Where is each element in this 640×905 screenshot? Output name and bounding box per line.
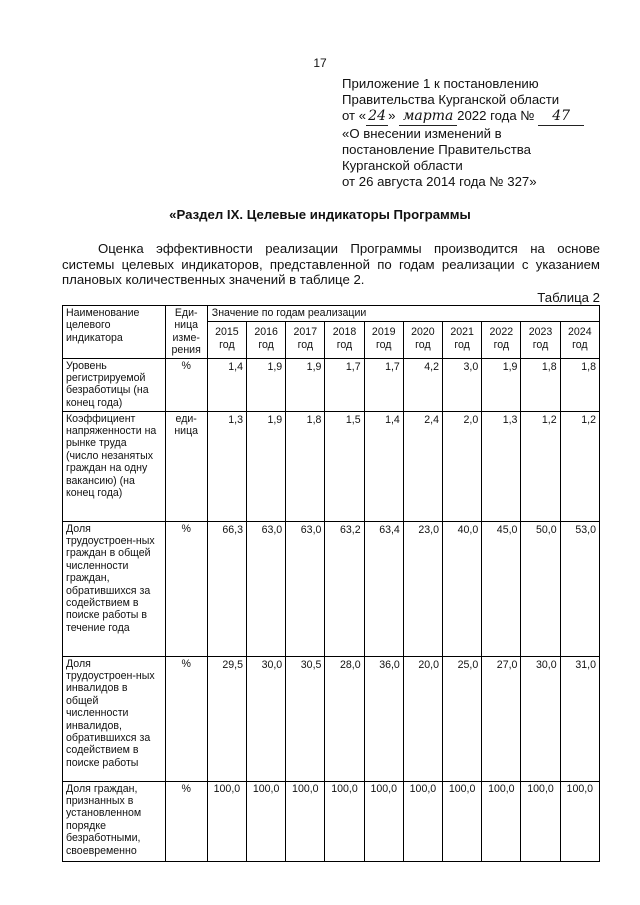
value-cell: 1,8 (286, 411, 325, 521)
year-cell: 2024 год (560, 322, 599, 358)
indicator-name: Уровень регистрируемой безработицы (на конец года) (63, 358, 166, 411)
value-cell: 30,0 (247, 656, 286, 781)
appendix-line-3 (342, 108, 612, 125)
table-row (63, 521, 600, 656)
indicator-name: Доля трудоустроен-ных инвалидов в общей численности инвалидов, обратившихся за содействием в поиске работы (63, 656, 166, 781)
indicators-table (62, 305, 600, 862)
indicator-unit: % (165, 781, 207, 861)
value-cell: 1,9 (286, 358, 325, 411)
indicator-name: Доля граждан, признанных в установленном порядке безработными, своевременно (63, 781, 166, 861)
value-cell: 4,2 (403, 358, 442, 411)
value-cell: 1,9 (247, 358, 286, 411)
appendix-line-4: «О внесении изменений в (342, 125, 502, 141)
year-cell: 2016 год (247, 322, 286, 358)
value-cell: 1,3 (207, 411, 246, 521)
appendix-line-2: Правительства Курганской области (342, 92, 560, 108)
date-suffix: 2022 года № (457, 108, 535, 124)
handwritten-date: 24 (366, 108, 388, 125)
table-row (63, 411, 600, 521)
year-cell: 2020 год (403, 322, 442, 358)
page-number: 17 (313, 56, 327, 70)
value-cell: 29,5 (207, 656, 246, 781)
header-name: Наименование целевого индикатора (63, 306, 166, 359)
intro-paragraph: Оценка эффективности реализации Программы производится на основе системы целевых индикаторов, представленной по годам реализации с указанием плановых количественных значений в таблице 2. (62, 241, 600, 287)
date-mid: » (388, 108, 396, 124)
year-cell: 2019 год (364, 322, 403, 358)
value-cell: 50,0 (521, 521, 560, 656)
value-cell: 30,5 (286, 656, 325, 781)
value-cell: 1,9 (247, 411, 286, 521)
value-cell: 100,0 (443, 781, 482, 861)
indicator-unit: еди-ница (165, 411, 207, 521)
table-label: Таблица 2 (537, 290, 600, 305)
value-cell: 100,0 (521, 781, 560, 861)
value-cell: 1,5 (325, 411, 364, 521)
date-prefix: от « (342, 108, 367, 124)
indicator-name: Коэффициент напряженности на рынке труда (число незанятых граждан на одну вакансию) (на конец года) (63, 411, 166, 521)
value-cell: 30,0 (521, 656, 560, 781)
value-cell: 1,3 (482, 411, 521, 521)
value-cell: 66,3 (207, 521, 246, 656)
table-row (63, 781, 600, 861)
section-title: «Раздел IX. Целевые индикаторы Программы (169, 207, 471, 222)
appendix-line-6: Курганской области (342, 158, 463, 174)
value-cell: 27,0 (482, 656, 521, 781)
appendix-line-5: постановление Правительства (342, 141, 531, 157)
value-cell: 1,2 (521, 411, 560, 521)
value-cell: 1,4 (364, 411, 403, 521)
value-cell: 100,0 (207, 781, 246, 861)
appendix-line-7: от 26 августа 2014 года № 327» (342, 174, 537, 190)
value-cell: 1,8 (521, 358, 560, 411)
value-cell: 100,0 (247, 781, 286, 861)
value-cell: 100,0 (482, 781, 521, 861)
value-cell: 100,0 (403, 781, 442, 861)
header-row (63, 306, 600, 322)
value-cell: 63,0 (286, 521, 325, 656)
value-cell: 28,0 (325, 656, 364, 781)
indicator-name: Доля трудоустроен-ных граждан в общей численности граждан, обратившихся за содействием в поиске работы в течение года (63, 521, 166, 656)
value-cell: 36,0 (364, 656, 403, 781)
value-cell: 1,8 (560, 358, 599, 411)
year-cell: 2021 год (443, 322, 482, 358)
appendix-block (342, 76, 612, 190)
value-cell: 100,0 (286, 781, 325, 861)
year-cell: 2023 год (521, 322, 560, 358)
value-cell: 2,4 (403, 411, 442, 521)
value-cell: 1,7 (364, 358, 403, 411)
value-cell: 31,0 (560, 656, 599, 781)
value-cell: 2,0 (443, 411, 482, 521)
appendix-line-1: Приложение 1 к постановлению (342, 76, 539, 91)
table-row (63, 358, 600, 411)
value-cell: 45,0 (482, 521, 521, 656)
year-cell: 2017 год (286, 322, 325, 358)
indicator-unit: % (165, 358, 207, 411)
value-cell: 63,2 (325, 521, 364, 656)
value-cell: 3,0 (443, 358, 482, 411)
value-cell: 1,9 (482, 358, 521, 411)
value-cell: 25,0 (443, 656, 482, 781)
value-cell: 23,0 (403, 521, 442, 656)
indicator-unit: % (165, 521, 207, 656)
value-cell: 20,0 (403, 656, 442, 781)
year-cell: 2015 год (207, 322, 246, 358)
value-cell: 100,0 (364, 781, 403, 861)
year-cell: 2022 год (482, 322, 521, 358)
value-cell: 100,0 (325, 781, 364, 861)
table-row (63, 656, 600, 781)
handwritten-number: 47 (538, 108, 584, 125)
value-cell: 40,0 (443, 521, 482, 656)
indicator-unit: % (165, 656, 207, 781)
handwritten-month: марта (399, 108, 457, 125)
value-cell: 1,7 (325, 358, 364, 411)
value-cell: 53,0 (560, 521, 599, 656)
value-cell: 63,0 (247, 521, 286, 656)
value-cell: 1,4 (207, 358, 246, 411)
value-cell: 100,0 (560, 781, 599, 861)
header-unit: Еди-ница изме-рения (165, 306, 207, 359)
header-values: Значение по годам реализации (207, 306, 599, 322)
value-cell: 1,2 (560, 411, 599, 521)
value-cell: 63,4 (364, 521, 403, 656)
year-cell: 2018 год (325, 322, 364, 358)
